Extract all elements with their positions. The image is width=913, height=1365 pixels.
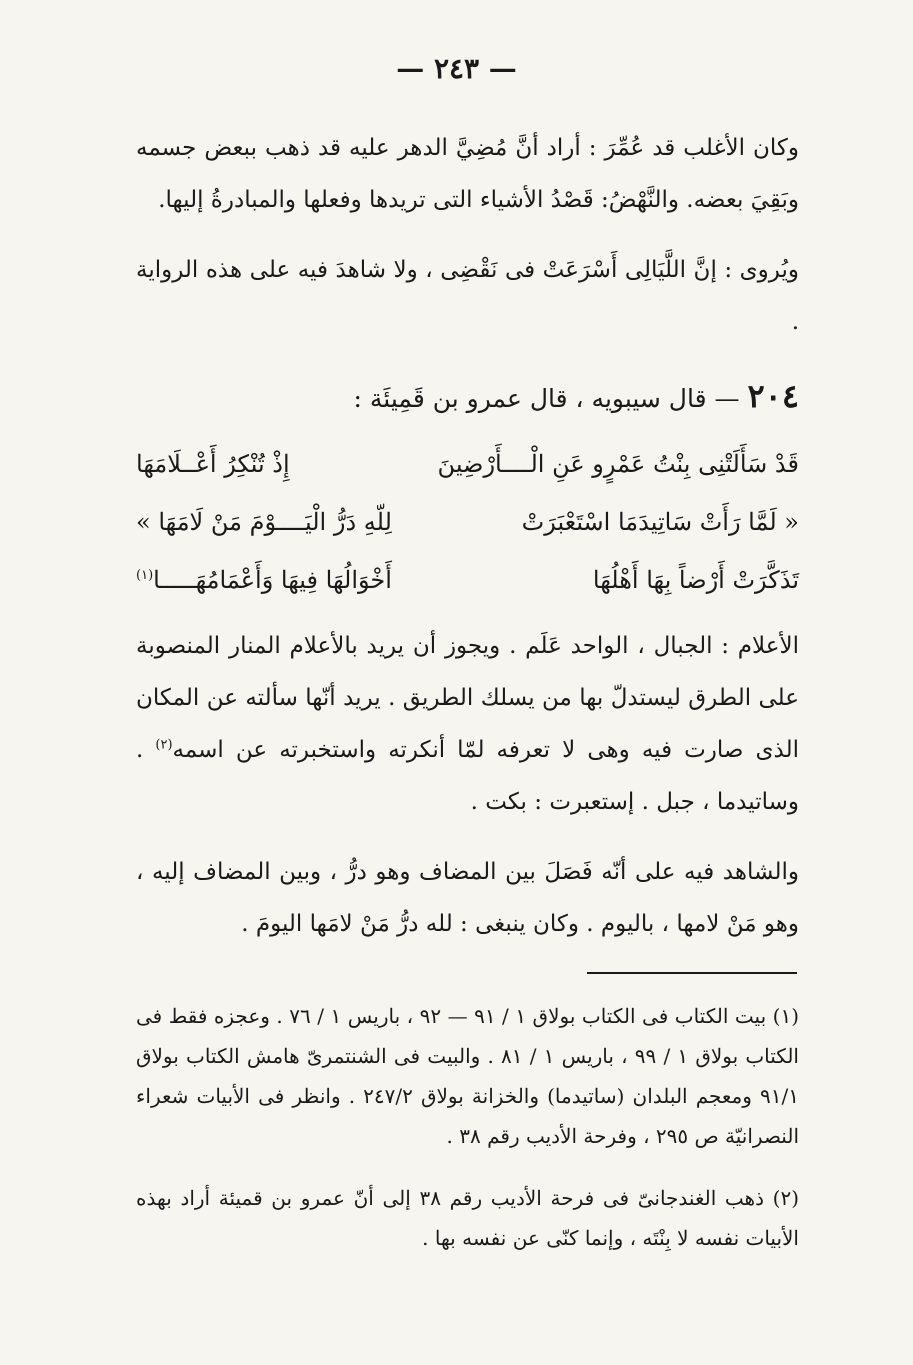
entry-heading <box>300 372 799 423</box>
verse-line-1 <box>136 440 799 488</box>
footnote-2: (٢) ذهب الغندجانىّ فى فرحة الأديب رقم ٣٨ إلى أنّ عمرو بن قميئة أراد بهذه الأبيات نفسه لا بِنْتَه ، وإنما كنّى عن نفسه بها . <box>136 1186 800 1250</box>
paragraph-explanation <box>136 620 799 836</box>
page-number: — ٢٤٣ — <box>396 52 517 85</box>
verse-second-hemistich <box>136 556 392 604</box>
paragraph-grammar-note: والشاهد فيه على أنّه فَصَلَ بين المضاف وهو درُّ ، وبين المضاف إليه ، وهو مَنْ لامها ، باليوم . وكان ينبغى : لله درُّ مَنْ لامَها اليومَ . <box>136 859 799 937</box>
footnote-divider <box>587 972 797 974</box>
paragraph-commentary-1: وكان الأغلب قد عُمِّرَ : أراد أنَّ مُضِيَّ الدهر عليه قد ذهب ببعض جسمه وبَقِيَ بعضه. والنَّهْضُ: قَصْدُ الأشياء التى تريدها وفعلها والمبادرةُ إليها. <box>136 135 799 213</box>
explanation-text: الأعلام : الجبال ، الواحد عَلَم . ويجوز أن يريد بالأعلام المنار المنصوبة على الطرق ليستدلّ بها من يسلك الطريق . يريد أنّها سألته عن المكان الذى صارت فيه وهى لا تعرفه لمّا أنكرته واستخبرته عن اسمه <box>136 633 799 763</box>
entry-intro: — قال سيبويه ، قال عمرو بن قَمِيئَة : <box>353 384 740 413</box>
verse-line-3 <box>136 556 799 604</box>
verse-line-2 <box>136 498 799 546</box>
footnote-marker-1: (١) <box>136 568 154 583</box>
verse-first-hemistich: قَدْ سَأَلَتْنِى بِنْتُ عَمْرٍو عَنِ الْــــأَرْضِينَ <box>437 450 799 478</box>
verse-second-hemistich: لِلّهِ دَرُّ الْيَــــوْمَ مَنْ لَامَهَا » <box>136 508 392 536</box>
explanation-end: . وساتيدما ، جبل . إستعبرت : بكت . <box>136 737 799 815</box>
verse-second-text: أَخْوَالُهَا فِيهَا وَأَعْمَامُهَـــــا <box>153 566 392 594</box>
footnote-1: (١) بيت الكتاب فى الكتاب بولاق ١ / ٩١ — ٩٢ ، باريس ١ / ٧٦ . وعجزه فقط فى الكتاب بولاق ١ / ٩٩ ، باريس ١ / ٨١ . والبيت فى الشنتمرىّ هامش الكتاب بولاق ٩١/١ ومعجم البلدان (ساتيدما) والخزانة بولاق ٢٤٧/٢ . وانظر فى الأبيات شعراء النصرانيّة ص ٢٩٥ ، وفرحة الأديب رقم ٣٨ . <box>136 1004 800 1148</box>
verse-second-hemistich: إِذْ تُنْكِرُ أَعْــلَامَهَا <box>136 450 290 478</box>
footnote-marker-2: (٢) <box>155 737 173 753</box>
verse-first-hemistich: « لَمَّا رَأَتْ سَاتِيدَمَا اسْتَعْبَرَتْ <box>521 508 799 536</box>
entry-number: ٢٠٤ <box>747 377 799 415</box>
paragraph-commentary-2: ويُروى : إنَّ اللَّيَالِى أَسْرَعَتْ فى نَقْضِى ، ولا شاهدَ فيه على هذه الرواية . <box>136 257 799 335</box>
verse-first-hemistich: تَذَكَّرَتْ أَرْضاً بِهَا أَهْلُهَا <box>592 566 799 594</box>
